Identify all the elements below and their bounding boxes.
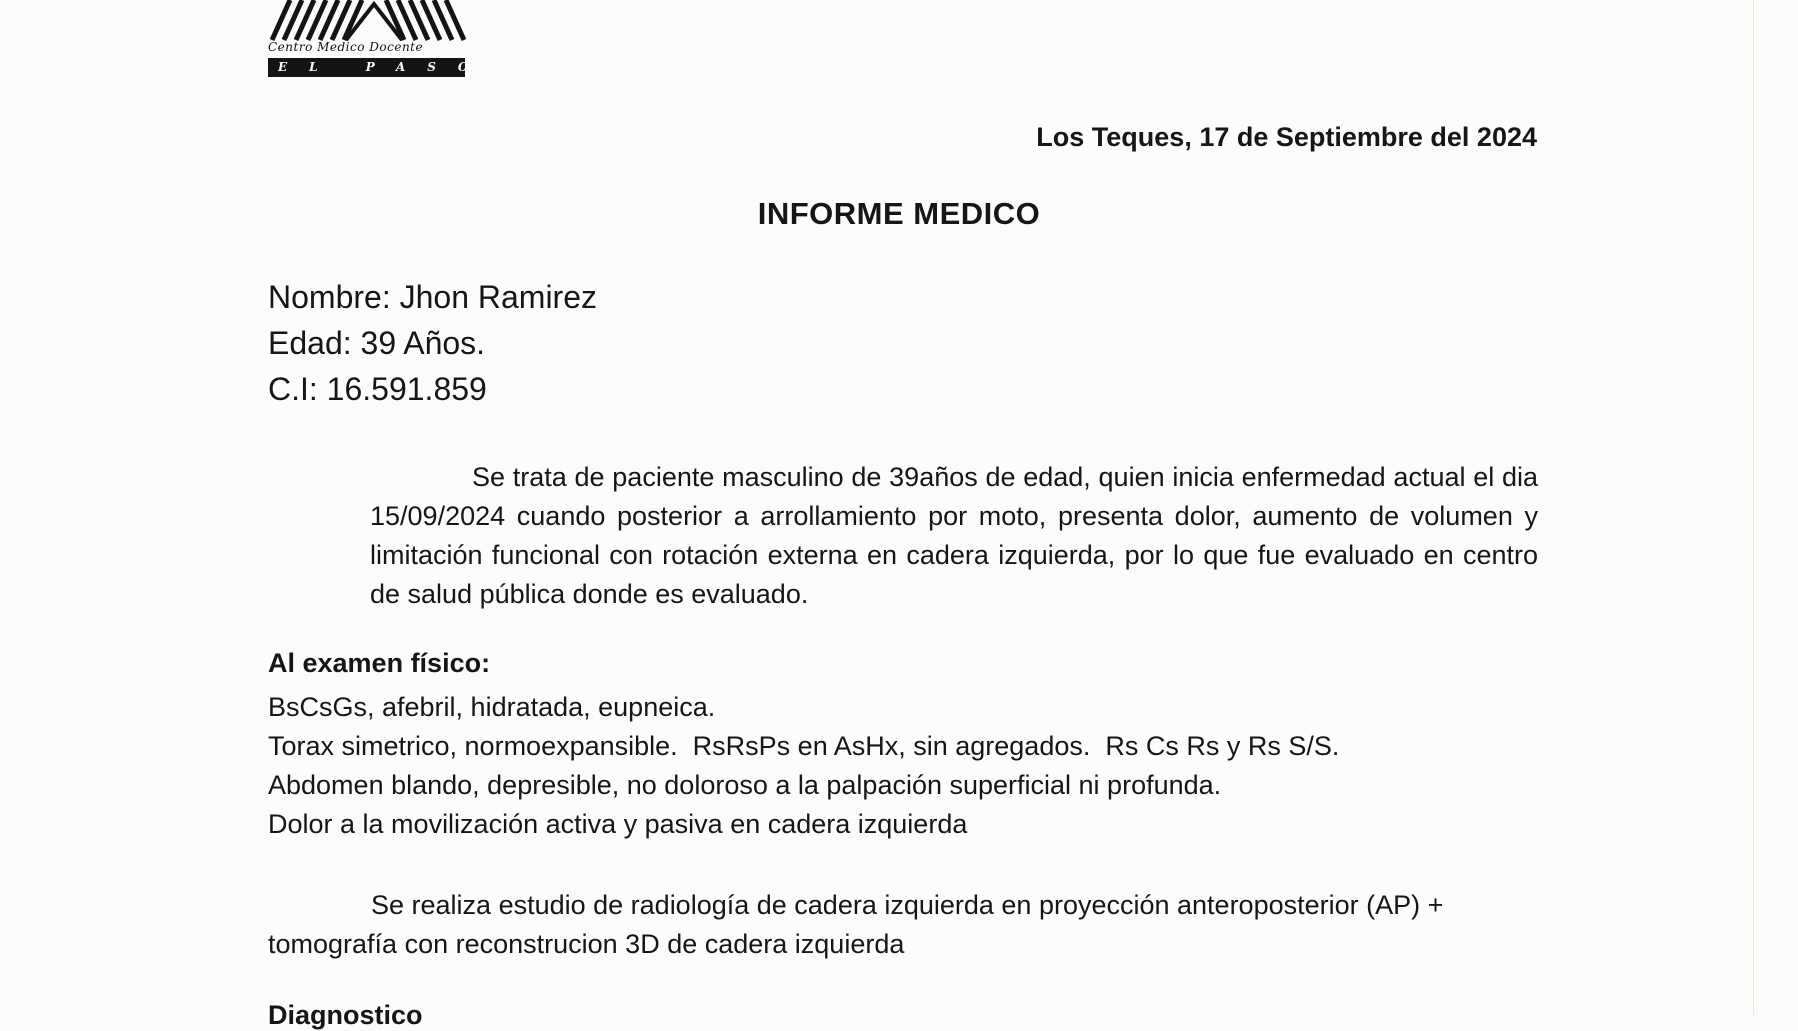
scan-edge-line	[1753, 0, 1754, 1015]
patient-name: Nombre: Jhon Ramirez	[268, 279, 597, 315]
exam-line: Torax simetrico, normoexpansible. RsRsPs en AsHx, sin agregados. Rs Cs Rs y Rs S/S.	[268, 731, 1340, 761]
document-date: Los Teques, 17 de Septiembre del 2024	[1036, 122, 1537, 152]
physical-exam-lines	[268, 688, 1339, 844]
physical-exam-heading: Al examen físico:	[268, 648, 491, 678]
patient-info	[268, 274, 597, 412]
studies-text: Se realiza estudio de radiología de cadera izquierda en proyección anteroposterior (AP) + tomografía con reconstrucion 3D de cadera izquierda	[268, 890, 1444, 959]
document-title: INFORME MEDICO	[757, 196, 1041, 231]
exam-line: Abdomen blando, depresible, no doloroso a la palpación superficial ni profunda.	[268, 770, 1222, 800]
patient-ci: C.I: 16.591.859	[268, 371, 487, 407]
exam-line: BsCsGs, afebril, hidratada, eupneica.	[268, 692, 716, 722]
history-paragraph	[370, 458, 1538, 614]
mountain-stripes-icon	[268, 0, 468, 40]
logo-caption: Centro Medico Docente	[268, 40, 424, 54]
patient-age: Edad: 39 Años.	[268, 325, 486, 361]
diagnosis-heading: Diagnostico	[268, 1000, 423, 1030]
exam-line: Dolor a la movilización activa y pasiva en cadera izquierda	[268, 809, 968, 839]
logo-band: EL PASO	[268, 58, 465, 77]
studies-paragraph	[268, 886, 1518, 964]
history-text: Se trata de paciente masculino de 39años de edad, quien inicia enfermedad actual el dia 15/09/2024 cuando posterior a arrollamiento por moto, presenta dolor, aumento de volumen y limitación funcional con rotación externa en cadera izquierda, por lo que fue evaluado en centro de salud pública donde es evaluado.	[370, 462, 1538, 609]
clinic-logo	[268, 0, 491, 80]
